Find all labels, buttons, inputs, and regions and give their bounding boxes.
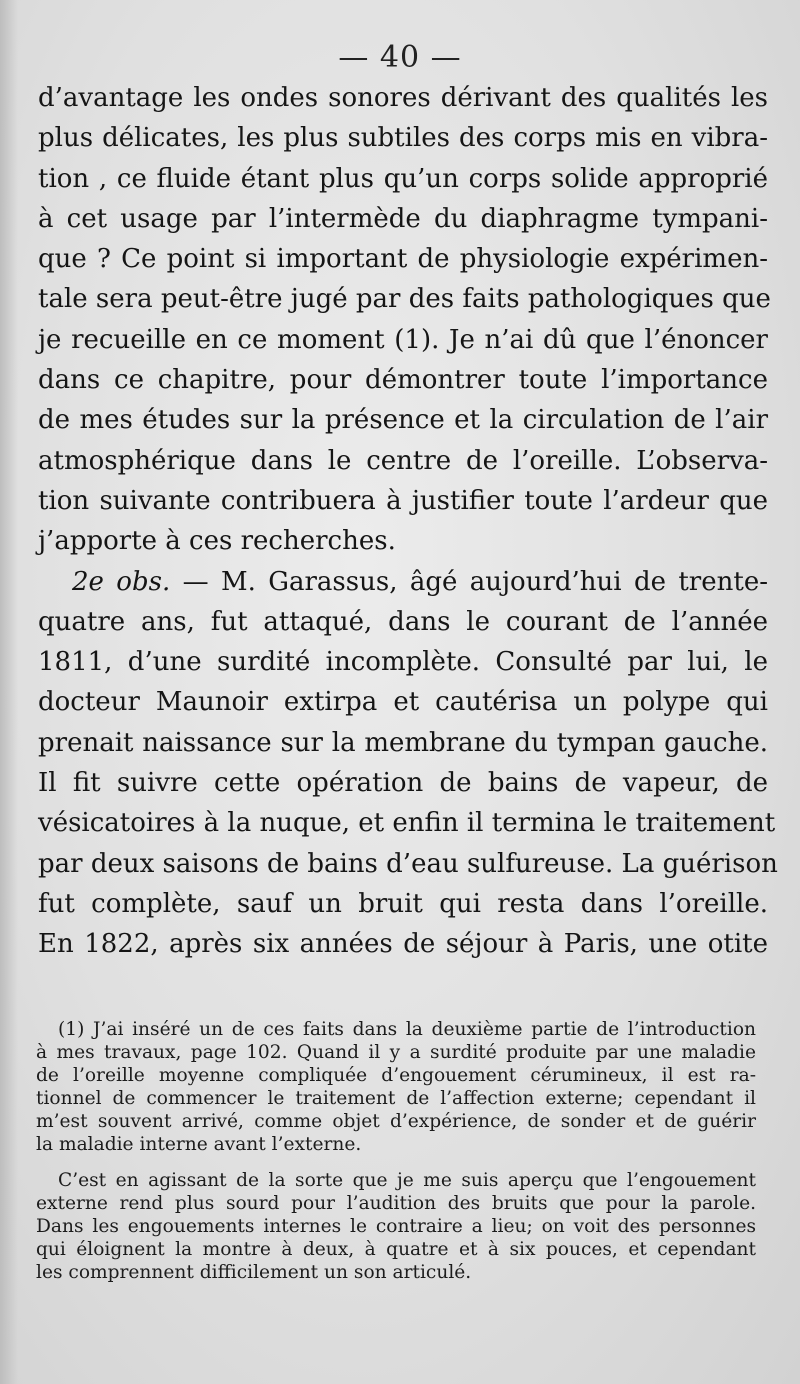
text-line: de mes études sur la présence et la circulation de l’air <box>38 405 768 436</box>
footnote-line: de l’oreille moyenne compliquée d’engouement cérumineux, il est ra- <box>36 1065 756 1087</box>
observation-line: 1811, d’une surdité incomplète. Consulté par lui, le <box>38 647 768 678</box>
text-line: tion suivante contribuera à justifier toute l’ardeur que <box>38 485 768 516</box>
observation-line: par deux saisons de bains d’eau sulfureuse. La guérison <box>38 848 778 879</box>
footnote-line: à mes travaux, page 102. Quand il y a surdité produite par une maladie <box>36 1042 756 1064</box>
observation-label: 2e obs. <box>72 566 171 597</box>
text-line: tion , ce fluide étant plus qu’un corps solide approprié <box>38 163 768 194</box>
observation-first-line-text: — M. Garassus, âgé aujourd’hui de trente- <box>170 566 768 597</box>
paragraph-gap <box>36 1157 756 1169</box>
text-line: j’apporte à ces recherches. <box>38 526 396 557</box>
text-line: d’avantage les ondes sonores dérivant des qualités les <box>38 83 768 113</box>
footnote-line: Dans les engouements internes le contraire a lieu; on voit des personnes <box>36 1215 756 1237</box>
observation-line: vésicatoires à la nuque, et enfin il termina le traitement <box>38 808 776 839</box>
observation-first-line <box>38 562 768 602</box>
footnote-line: C’est en agissant de la sorte que je me suis aperçu que l’engouement <box>58 1169 756 1191</box>
text-line: que ? Ce point si important de physiologie expérimen- <box>38 244 768 275</box>
footnote-line: externe rend plus sourd pour l’audition des bruits que pour la parole. <box>36 1192 756 1214</box>
page-binding-shadow <box>0 0 18 1384</box>
footnote-block <box>36 1018 756 1284</box>
observation-line: fut complète, sauf un bruit qui resta dans l’oreille. <box>38 888 768 919</box>
footnote-line: qui éloignent la montre à deux, à quatre et à six pouces, et cependant <box>36 1238 756 1260</box>
observation-line: docteur Maunoir extirpa et cautérisa un polype qui <box>38 687 768 718</box>
text-line: atmosphérique dans le centre de l’oreille. L’observa- <box>38 445 768 476</box>
observation-line: Il fit suivre cette opération de bains de vapeur, de <box>38 768 768 799</box>
text-line: tale sera peut-être jugé par des faits pathologiques que <box>38 284 771 315</box>
text-line: dans ce chapitre, pour démontrer toute l’importance <box>38 365 768 396</box>
page-number: — 40 — <box>338 40 462 75</box>
footnote-line: (1) J’ai inséré un de ces faits dans la deuxième partie de l’introduction <box>58 1019 756 1040</box>
observation-line: prenait naissance sur la membrane du tympan gauche. <box>38 727 768 758</box>
observation-line: quatre ans, fut attaqué, dans le courant de l’année <box>38 606 768 637</box>
text-line: à cet usage par l’intermède du diaphragme tympani- <box>38 203 768 234</box>
footnote-line: tionnel de commencer le traitement de l’affection externe; cependant il <box>36 1088 756 1110</box>
footnote-line: les comprennent difficilement un son articulé. <box>36 1261 472 1283</box>
text-line: je recueille en ce moment (1). Je n’ai dû que l’énoncer <box>38 324 768 355</box>
footnote-line: la maladie interne avant l’externe. <box>36 1134 362 1156</box>
main-text-block <box>38 78 778 965</box>
footnote-line: m’est souvent arrivé, comme objet d’expérience, de sonder et de guérir <box>36 1111 756 1133</box>
text-line: plus délicates, les plus subtiles des corps mis en vibra- <box>38 123 768 154</box>
observation-line: En 1822, après six années de séjour à Paris, une otite <box>38 929 768 960</box>
